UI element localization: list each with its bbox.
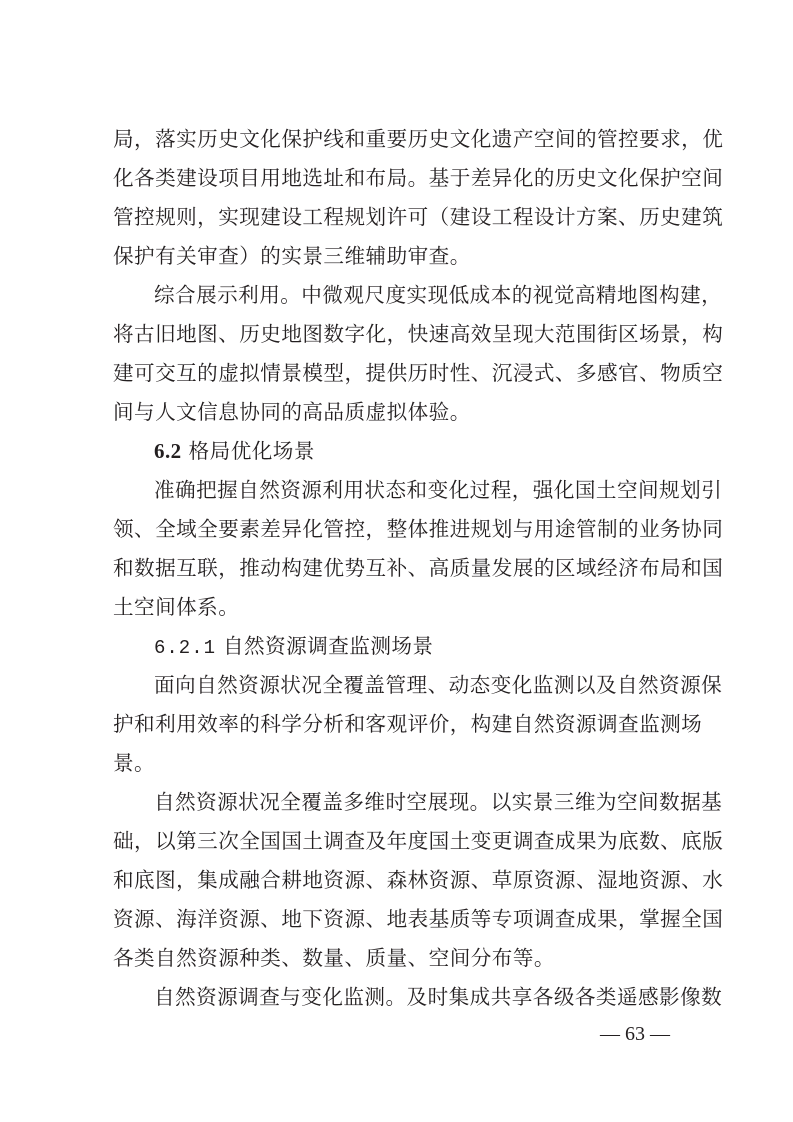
paragraph-multidimensional-display	[113, 783, 724, 978]
text-line: 建可交互的虚拟情景模型，提供历时性、沉浸式、多感官、物质空	[113, 361, 724, 385]
text-line: 础，以第三次全国国土调查及年度国土变更调查成果为底数、底版	[113, 829, 724, 853]
section-heading-6-2	[113, 432, 683, 471]
paragraph-survey-monitoring-intro	[113, 666, 723, 783]
text-line: 化各类建设项目用地选址和布局。基于差异化的历史文化保护空间	[113, 166, 724, 190]
section-number: 6.2	[154, 439, 182, 463]
page-number: — 63 —	[600, 1023, 670, 1045]
paragraph-pattern-optimization	[113, 471, 724, 627]
section-title: 自然资源调查监测场景	[223, 634, 434, 658]
text-line: 和数据互联，推动构建优势互补、高质量发展的区域经济布局和国	[113, 556, 724, 580]
text-line: 间与人文信息协同的高品质虚拟体验。	[113, 400, 471, 424]
text-line: 自然资源状况全覆盖多维时空展现。以实景三维为空间数据基	[154, 790, 723, 814]
text-line: 景。	[113, 751, 156, 775]
text-line: 面向自然资源状况全覆盖管理、动态变化监测以及自然资源保	[154, 673, 723, 697]
text-line: 护和利用效率的科学分析和客观评价，构建自然资源调查监测场	[113, 712, 703, 736]
text-line: 局，落实历史文化保护线和重要历史文化遗产空间的管控要求，优	[113, 127, 724, 151]
text-line: 自然资源调查与变化监测。及时集成共享各级各类遥感影像数	[154, 985, 723, 1009]
text-line: 将古旧地图、历史地图数字化，快速高效呈现大范围街区场景，构	[113, 322, 724, 346]
text-line: 和底图，集成融合耕地资源、森林资源、草原资源、湿地资源、水	[113, 868, 724, 892]
text-line: 管控规则，实现建设工程规划许可（建设工程设计方案、历史建筑	[113, 205, 724, 229]
section-heading-6-2-1	[113, 627, 683, 666]
text-line: 资源、海洋资源、地下资源、地表基质等专项调查成果，掌握全国	[113, 907, 724, 931]
text-line: 保护有关审查）的实景三维辅助审查。	[113, 244, 471, 268]
paragraph-heritage-review	[113, 120, 724, 276]
document-page	[113, 120, 724, 1017]
paragraph-comprehensive-display	[113, 276, 724, 432]
section-title: 格局优化场景	[188, 439, 315, 463]
text-line: 各类自然资源种类、数量、质量、空间分布等。	[113, 946, 555, 970]
text-line: 准确把握自然资源利用状态和变化过程，强化国土空间规划引	[154, 478, 723, 502]
paragraph-change-monitoring	[113, 978, 723, 1017]
text-line: 综合展示利用。中微观尺度实现低成本的视觉高精地图构建，	[154, 283, 723, 307]
text-line: 土空间体系。	[113, 595, 240, 619]
text-line: 领、全域全要素差异化管控，整体推进规划与用途管制的业务协同	[113, 517, 724, 541]
section-number: 6.2.1	[154, 637, 217, 659]
